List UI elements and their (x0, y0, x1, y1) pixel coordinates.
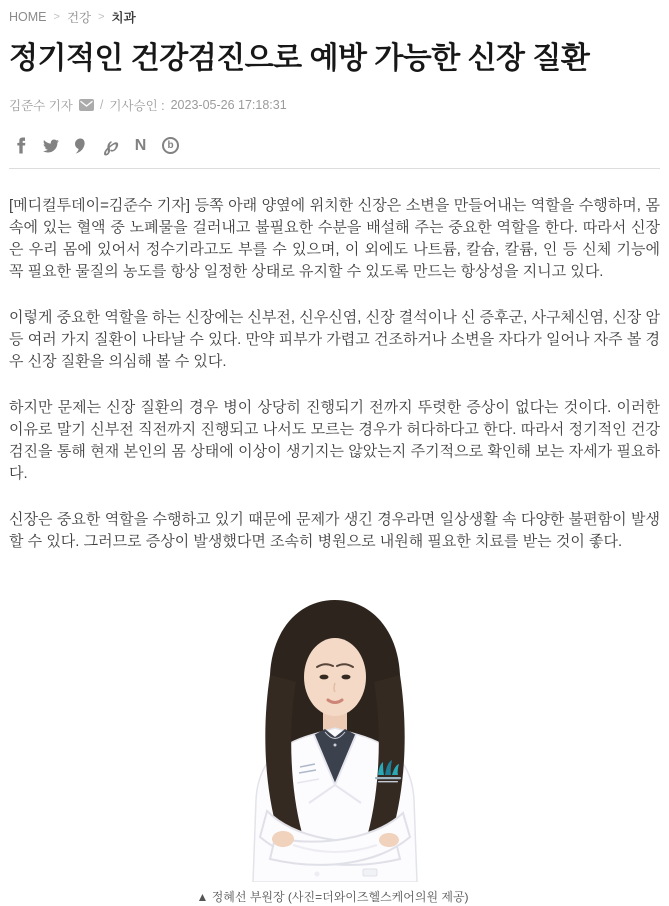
pinterest-share-icon[interactable] (100, 135, 121, 156)
breadcrumb (9, 6, 660, 36)
share-bar (10, 135, 660, 157)
reporter-name: 김준수 기자 (9, 98, 73, 113)
byline-separator: / (99, 97, 104, 112)
paragraph-1: [메디컬투데이=김준수 기자] 등쪽 아래 양옆에 위치한 신장은 소변을 만들어내는 역할을 수행하며, 몸속에 있는 혈액 중 노폐물을 걸러내고 불필요한 수분을 배설해 주는 중요한 역할을 한다. 따라서 신장은 우리 몸에 있어서 정수기라고도 부를 수 있으며, 이 외에도 나트륨, 칼슘, 칼륨, 인 등 신체 기능에 꼭 필요한 물질의 농도를 항상 일정한 상태로 유지할 수 있도록 만드는 항상성을 지니고 있다. (9, 196, 660, 280)
kakaostory-share-icon[interactable] (70, 135, 91, 156)
breadcrumb-health[interactable]: 건강 (66, 11, 92, 25)
email-icon[interactable] (79, 99, 94, 111)
breadcrumb-home[interactable]: HOME (9, 10, 47, 24)
page-title: 정기적인 건강검진으로 예방 가능한 신장 질환 (9, 42, 590, 75)
naver-glyph: N (134, 136, 147, 154)
byline (9, 96, 660, 114)
paragraph-3: 하지만 문제는 신장 질환의 경우 병이 상당히 진행되기 전까지 뚜렷한 증상이 없다는 것이다. 이러한 이유로 말기 신부전 직전까지 진행되고 나서도 모르는 경우가 허다하다고 한다. 따라서 정기적인 건강검진을 통해 현재 본인의 몸 상태에 이상이 생기지는 않았는지 주기적으로 확인해 보는 자세가 필요하다. (9, 398, 660, 482)
article-photo-figure (197, 587, 473, 906)
breadcrumb-dental[interactable]: 치과 (111, 11, 136, 25)
band-share-icon[interactable] (160, 135, 181, 156)
approval-datetime: 2023-05-26 17:18:31 (170, 97, 287, 112)
paragraph-4: 신장은 중요한 역할을 수행하고 있기 때문에 문제가 생긴 경우라면 일상생활 속 다양한 불편함이 발생할 수 있다. 그러므로 증상이 발생했다면 조속히 병원으로 내원해 필요한 치료를 받는 것이 좋다. (9, 510, 660, 550)
breadcrumb-separator: > (53, 11, 60, 23)
twitter-share-icon[interactable] (40, 135, 61, 156)
photo-caption: ▲ 정혜선 부원장 (사진=더와이즈헬스케어의원 제공) (196, 889, 469, 904)
band-glyph: b (162, 137, 179, 154)
paragraph-2: 이렇게 중요한 역할을 하는 신장에는 신부전, 신우신염, 신장 결석이나 신 증후군, 사구체신염, 신장 암 등 여러 가지 질환이 나타날 수 있다. 만약 피부가 가렵고 건조하거나 소변을 자다가 일어나 자주 볼 경우 신장 질환을 의심해 볼 수 있다. (9, 308, 660, 370)
naver-share-icon[interactable] (130, 135, 151, 156)
approval-label: 기사승인 : (109, 98, 165, 113)
facebook-share-icon[interactable] (10, 135, 31, 156)
breadcrumb-separator: > (98, 11, 105, 23)
pinterest-glyph: ℘ (103, 135, 118, 156)
doctor-portrait-photo (197, 587, 473, 882)
article-body (9, 169, 660, 906)
